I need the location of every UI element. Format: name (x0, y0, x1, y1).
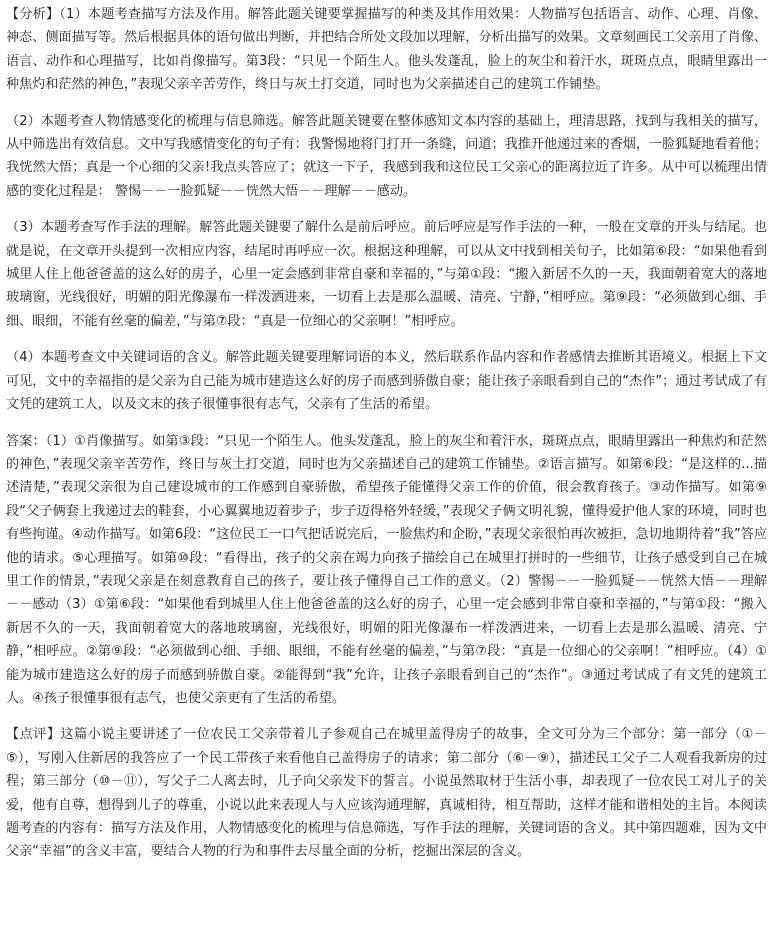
analysis-part-4: （4）本题考查文中关键词语的含义。解答此题关键要理解词语的本义，然后联系作品内容和作者感情去推断其语境义。根据上下文可见，文中的幸福指的是父亲为自己能为城市建造这么好的房子而感到骄傲自豪；能让孩子亲眼看到自己的“杰作”；通过考试成了有文凭的建筑工人，以及文末的孩子很懂事很有志气，父亲有了生活的希望。 (6, 350, 767, 413)
analysis-part-3: （3）本题考查写作手法的理解。解答此题关键要了解什么是前后呼应。前后呼应是写作手法的一种，一般在文章的开头与结尾。也就是说，在文章开头提到一次相应内容，结尾时再呼应一次。根据这种理解，可以从文中找到相关句子，比如第⑥段：“如果他看到城里人住上他爸爸盖的这么好的房子，心里一定会感到非常自豪和幸福的，”与第①段：“搬入新居不久的一天，我面朝着宽大的落地玻璃窗，光线很好，明媚的阳光像瀑布一样泼洒进来，一切看上去是那么温暖、清亮、宁静，”相呼应。第⑨段：“必须做到心细、手细、眼细，不能有丝毫的偏差，”与第⑦段：“真是一位细心的父亲啊！”相呼应。 (6, 220, 767, 329)
analysis-part-1: 【分析】（1）本题考查描写方法及作用。解答此题关键要掌握描写的种类及其作用效果：人物描写包括语言、动作、心理、肖像、神态、侧面描写等。然后根据具体的语句做出判断，并把结合所处文段加以理解，分析出描写的效果。文章刻画民工父亲用了肖像、语言、动作和心理描写，比如肖像描写。第3段：“只见一个陌生人。他头发蓬乱，脸上的灰尘和着汗水，斑斑点点，眼睛里露出一种焦灼和茫然的神色，”表现父亲辛苦劳作，终日与灰土打交道，同时也为父亲描述自己的建筑工作铺垫。 (6, 7, 767, 93)
analysis-part-2: （2）本题考查人物情感变化的梳理与信息筛选。解答此题关键要在整体感知文本内容的基础上，理清思路，找到与我相关的描写，从中筛选出有效信息。文中写我感情变化的句子有：我警惕地将门打开一条缝，问道；我推开他递过来的香烟，一脸狐疑地看着他； 我恍然大悟；真是一个心细的父亲!我点头答应了；就这一下子，我感到我和这位民工父亲心的距离拉近了许多。从中可以梳理出情感的变化过程是： 警惕－－一脸狐疑－－恍然大悟－－理解－－感动。 (6, 113, 767, 199)
answer-section: 答案：（1）①肖像描写。如第③段：“只见一个陌生人。他头发蓬乱，脸上的灰尘和着汗水，斑斑点点，眼睛里露出一种焦灼和茫然的神色，”表现父亲辛苦劳作，终日与灰土打交道，同时也为父亲描述自己的建筑工作铺垫。②语言描写。如第⑥段：“是这样的...描述清楚，”表现父亲很为自己建设城市的工作感到自豪骄傲，希望孩子能懂得父亲工作的价值，很会教育孩子。③动作描写。如第⑨段“父子俩套上我递过去的鞋套，小心翼翼地迈着步子，步子迈得格外轻缓，”表现父子俩文明礼貌，懂得爱护他人家的环境，同时也有些拘谨。④动作描写。如第6段：“这位民工一口气把话说完后，一脸焦灼和企盼，”表现父亲很怕再次被拒，急切地期待着“我”答应他的请求。⑤心理描写。如第⑩段：“看得出，孩子的父亲在竭力向孩子描绘自己在城里打拼时的一些细节，让孩子感受到自己在城里工作的情景，”表现父亲是在刻意教育自己的孩子，要让孩子懂得自己工作的意义。（2）警惕－－一脸狐疑－－恍然大悟－－理解－－感动（3）①第⑥段：“如果他看到城里人住上他爸爸盖的这么好的房子，心里一定会感到非常自豪和幸福的，”与第①段：“搬入新居不久的一天，我面朝着宽大的落地玻璃窗，光线很好，明媚的阳光像瀑布一样泼洒进来，一切看上去是那么温暖、清亮、宁静，”相呼应。②第⑨段：“必须做到心细、手细、眼细，不能有丝毫的偏差，”与第⑦段：“真是一位细心的父亲啊！”相呼应。（4）①能为城市建造这么好的房子而感到骄傲自豪。②能得到“我”允许，让孩子亲眼看到自己的“杰作”。③通过考试成了有文凭的建筑工人。④孩子很懂事很有志气，也使父亲更有了生活的希望。 (6, 433, 767, 706)
comment-section: 【点评】这篇小说主要讲述了一位农民工父亲带着儿子参观自己在城里盖得房子的故事，全文可分为三个部分：第一部分（①－⑤），写刚入住新居的我答应了一个民工带孩子来看他自己盖得房子的请求；第二部分（⑥－⑨），描述民工父子二人观看我新房的过程；第三部分（⑩－⑪），写父子二人离去时，儿子向父亲发下的誓言。小说虽然取材于生活小事，却表现了一位农民工对儿子的关爱，他有自尊，想得到儿子的尊重，小说以此来表现人与人应该沟通理解，真诚相待，相互帮助，这样才能和谐相处的主旨。本阅读题考查的内容有：描写方法及作用，人物情感变化的梳理与信息筛选，写作手法的理解，关键词语的含义。其中第四题难，因为文中父亲“幸福”的含义丰富，要结合人物的行为和事件去尽量全面的分析，挖掘出深层的含义。 (6, 727, 767, 860)
